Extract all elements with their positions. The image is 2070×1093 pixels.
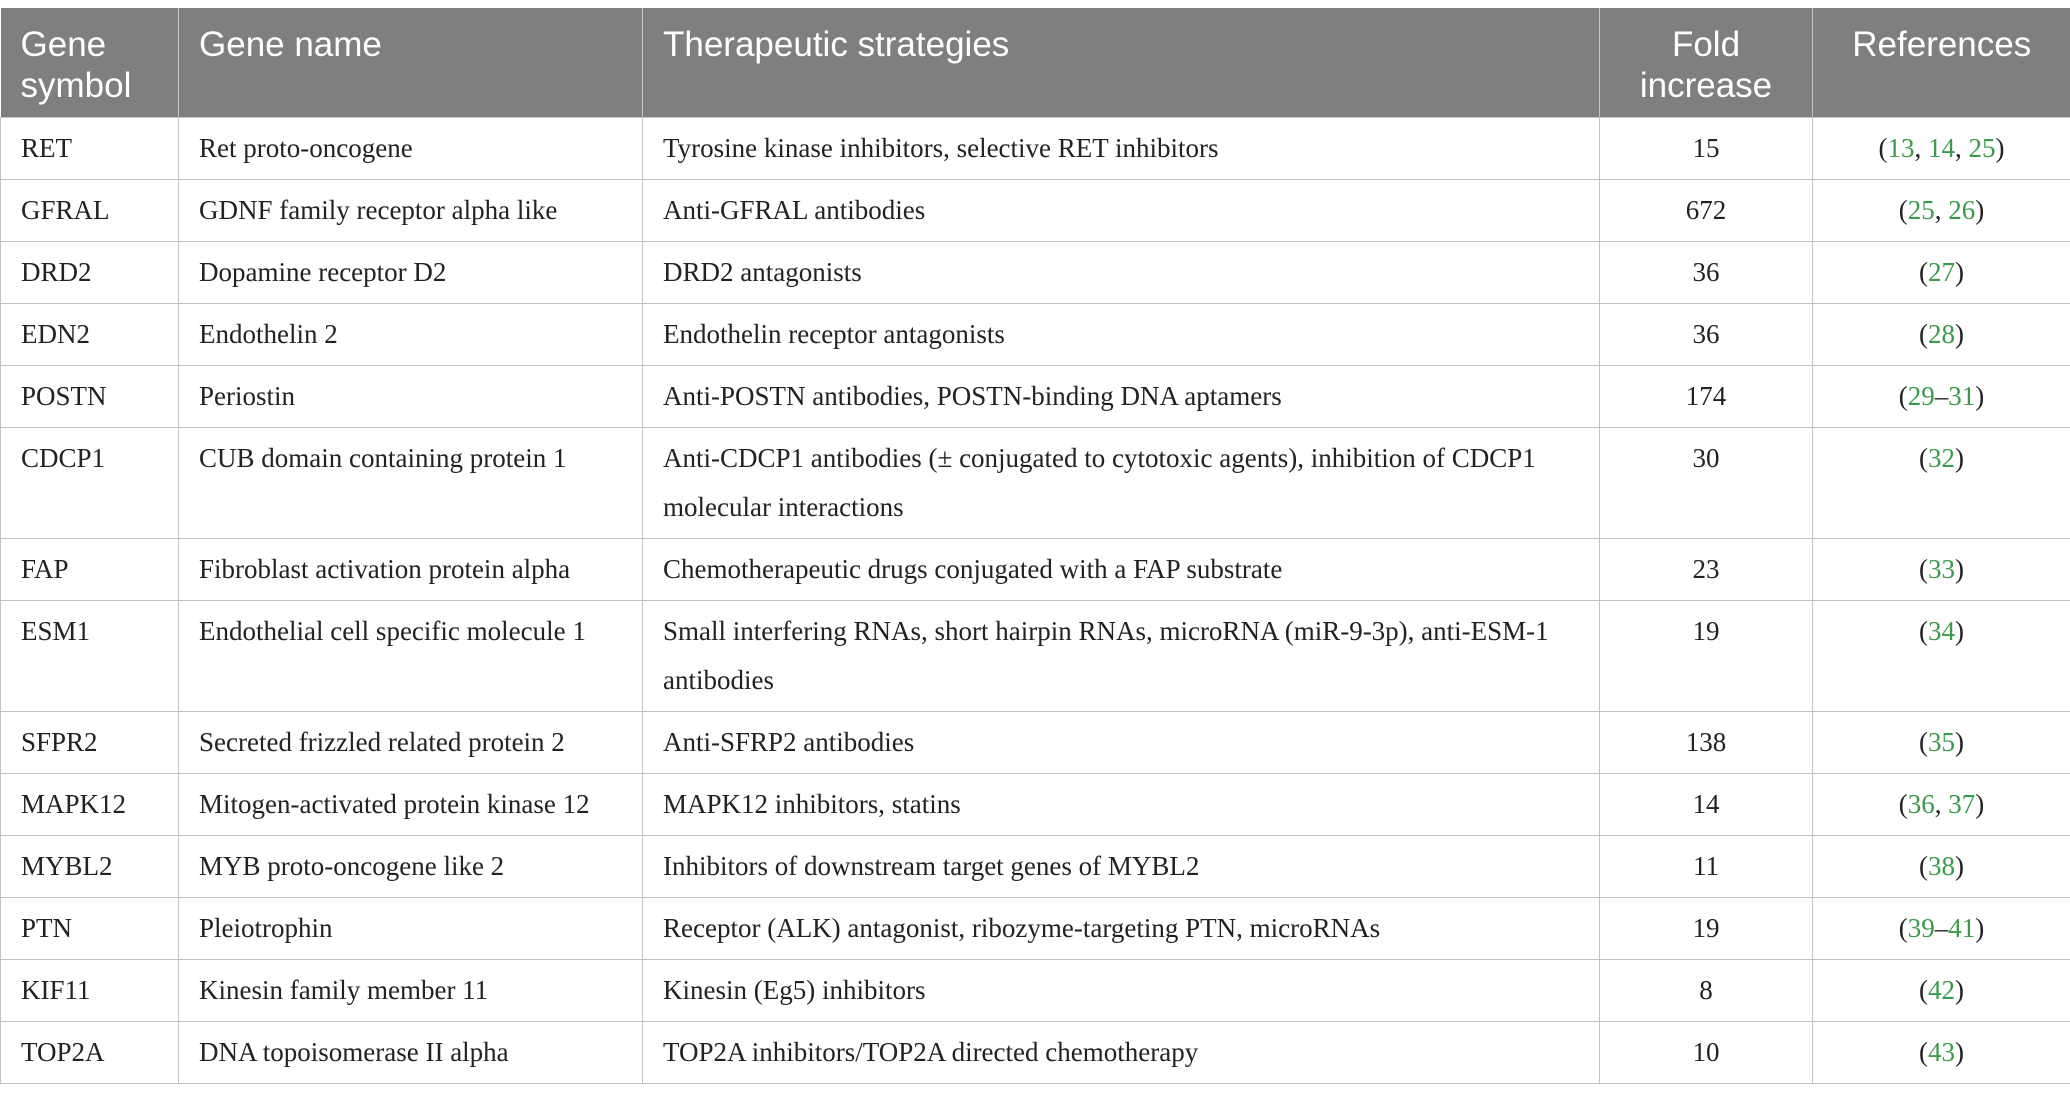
- cell-therapeutic-strategy: Small interfering RNAs, short hairpin RNAs, microRNA (miR-9-3p), anti-ESM-1 antibodies: [643, 601, 1600, 712]
- ref-paren-open: (: [1919, 616, 1928, 646]
- reference-link[interactable]: 35: [1928, 727, 1955, 757]
- cell-fold-increase: 174: [1600, 366, 1813, 428]
- reference-link[interactable]: 27: [1928, 257, 1955, 287]
- cell-gene-name: Endothelin 2: [179, 304, 643, 366]
- cell-fold-increase: 672: [1600, 180, 1813, 242]
- cell-gene-name: GDNF family receptor alpha like: [179, 180, 643, 242]
- ref-paren-close: ): [1955, 616, 1964, 646]
- cell-references: [1813, 712, 2070, 774]
- cell-gene-symbol: SFPR2: [1, 712, 179, 774]
- reference-link[interactable]: 14: [1928, 133, 1955, 163]
- ref-paren-close: ): [1955, 975, 1964, 1005]
- cell-gene-symbol: CDCP1: [1, 428, 179, 539]
- ref-paren-close: ): [1955, 727, 1964, 757]
- table-body: [1, 118, 2070, 1084]
- reference-link[interactable]: 39: [1907, 913, 1935, 943]
- cell-therapeutic-strategy: MAPK12 inhibitors, statins: [643, 774, 1600, 836]
- ref-paren-open: (: [1919, 554, 1928, 584]
- ref-separator: ,: [1914, 133, 1928, 163]
- cell-references: [1813, 960, 2070, 1022]
- table-row: [1, 1022, 2070, 1084]
- ref-paren-open: (: [1919, 727, 1928, 757]
- cell-therapeutic-strategy: Chemotherapeutic drugs conjugated with a FAP substrate: [643, 539, 1600, 601]
- cell-references: [1813, 304, 2070, 366]
- ref-paren-close: ): [1975, 381, 1985, 411]
- ref-paren-close: ): [1955, 319, 1964, 349]
- ref-paren-open: (: [1919, 1037, 1928, 1067]
- cell-references: [1813, 601, 2070, 712]
- cell-gene-symbol: MYBL2: [1, 836, 179, 898]
- reference-link[interactable]: 37: [1948, 789, 1976, 819]
- cell-therapeutic-strategy: Inhibitors of downstream target genes of MYBL2: [643, 836, 1600, 898]
- cell-therapeutic-strategy: Anti-CDCP1 antibodies (± conjugated to cytotoxic agents), inhibition of CDCP1 molecular interactions: [643, 428, 1600, 539]
- cell-fold-increase: 11: [1600, 836, 1813, 898]
- cell-fold-increase: 30: [1600, 428, 1813, 539]
- ref-paren-open: (: [1919, 319, 1928, 349]
- table-row: [1, 304, 2070, 366]
- header-gene-symbol: Gene symbol: [1, 8, 179, 118]
- header-references: References: [1813, 8, 2070, 118]
- cell-gene-symbol: EDN2: [1, 304, 179, 366]
- reference-link[interactable]: 31: [1948, 381, 1976, 411]
- reference-link[interactable]: 43: [1928, 1037, 1955, 1067]
- ref-separator: ,: [1934, 195, 1949, 225]
- ref-paren-open: (: [1898, 913, 1908, 943]
- reference-link[interactable]: 28: [1928, 319, 1955, 349]
- table-row: [1, 366, 2070, 428]
- cell-gene-symbol: FAP: [1, 539, 179, 601]
- cell-gene-name: Fibroblast activation protein alpha: [179, 539, 643, 601]
- header-gene-name: Gene name: [179, 8, 643, 118]
- cell-therapeutic-strategy: Anti-GFRAL antibodies: [643, 180, 1600, 242]
- reference-link[interactable]: 38: [1928, 851, 1955, 881]
- ref-paren-open: (: [1919, 257, 1928, 287]
- header-fold-increase: Fold increase: [1600, 8, 1813, 118]
- reference-link[interactable]: 34: [1928, 616, 1955, 646]
- cell-references: [1813, 1022, 2070, 1084]
- cell-therapeutic-strategy: Anti-SFRP2 antibodies: [643, 712, 1600, 774]
- table-row: [1, 428, 2070, 539]
- ref-paren-close: ): [1975, 195, 1985, 225]
- ref-paren-close: ): [1955, 554, 1964, 584]
- cell-therapeutic-strategy: Kinesin (Eg5) inhibitors: [643, 960, 1600, 1022]
- ref-paren-close: ): [1955, 443, 1964, 473]
- header-therapeutic-strategies: Therapeutic strategies: [643, 8, 1600, 118]
- cell-gene-name: CUB domain containing protein 1: [179, 428, 643, 539]
- cell-fold-increase: 23: [1600, 539, 1813, 601]
- table-row: [1, 539, 2070, 601]
- ref-separator: ,: [1934, 789, 1949, 819]
- table-header: [1, 8, 2070, 118]
- cell-references: [1813, 539, 2070, 601]
- table-row: [1, 601, 2070, 712]
- cell-gene-name: Dopamine receptor D2: [179, 242, 643, 304]
- reference-link[interactable]: 25: [1968, 133, 1996, 163]
- ref-separator: ,: [1955, 133, 1969, 163]
- cell-references: [1813, 180, 2070, 242]
- ref-paren-open: (: [1878, 133, 1888, 163]
- cell-gene-name: Periostin: [179, 366, 643, 428]
- ref-paren-close: ): [1975, 789, 1985, 819]
- cell-gene-name: Endothelial cell specific molecule 1: [179, 601, 643, 712]
- cell-fold-increase: 36: [1600, 242, 1813, 304]
- cell-gene-name: MYB proto-oncogene like 2: [179, 836, 643, 898]
- cell-references: [1813, 242, 2070, 304]
- cell-fold-increase: 8: [1600, 960, 1813, 1022]
- ref-paren-close: ): [1975, 913, 1985, 943]
- cell-therapeutic-strategy: TOP2A inhibitors/TOP2A directed chemotherapy: [643, 1022, 1600, 1084]
- cell-fold-increase: 14: [1600, 774, 1813, 836]
- reference-link[interactable]: 32: [1928, 443, 1955, 473]
- cell-references: [1813, 774, 2070, 836]
- cell-gene-symbol: GFRAL: [1, 180, 179, 242]
- cell-references: [1813, 366, 2070, 428]
- cell-fold-increase: 138: [1600, 712, 1813, 774]
- gene-therapy-table: [0, 8, 2070, 1084]
- cell-gene-symbol: KIF11: [1, 960, 179, 1022]
- cell-references: [1813, 118, 2070, 180]
- ref-paren-close: ): [1955, 1037, 1964, 1067]
- cell-therapeutic-strategy: Tyrosine kinase inhibitors, selective RET inhibitors: [643, 118, 1600, 180]
- table-row: [1, 836, 2070, 898]
- cell-gene-symbol: PTN: [1, 898, 179, 960]
- ref-paren-open: (: [1898, 381, 1908, 411]
- cell-gene-name: Pleiotrophin: [179, 898, 643, 960]
- table-row: [1, 774, 2070, 836]
- cell-fold-increase: 36: [1600, 304, 1813, 366]
- reference-link[interactable]: 13: [1887, 133, 1915, 163]
- table-row: [1, 118, 2070, 180]
- ref-paren-close: ): [1955, 851, 1964, 881]
- cell-therapeutic-strategy: Anti-POSTN antibodies, POSTN-binding DNA aptamers: [643, 366, 1600, 428]
- cell-gene-name: Ret proto-oncogene: [179, 118, 643, 180]
- cell-references: [1813, 898, 2070, 960]
- reference-link[interactable]: 26: [1948, 195, 1976, 225]
- cell-references: [1813, 428, 2070, 539]
- cell-references: [1813, 836, 2070, 898]
- table-row: [1, 712, 2070, 774]
- cell-gene-name: Mitogen-activated protein kinase 12: [179, 774, 643, 836]
- cell-gene-name: Kinesin family member 11: [179, 960, 643, 1022]
- cell-gene-symbol: ESM1: [1, 601, 179, 712]
- ref-separator: –: [1934, 381, 1949, 411]
- reference-link[interactable]: 25: [1907, 195, 1935, 225]
- table-row: [1, 898, 2070, 960]
- ref-paren-open: (: [1919, 851, 1928, 881]
- ref-paren-open: (: [1898, 789, 1908, 819]
- cell-fold-increase: 10: [1600, 1022, 1813, 1084]
- ref-paren-close: ): [1995, 133, 2005, 163]
- cell-therapeutic-strategy: Endothelin receptor antagonists: [643, 304, 1600, 366]
- cell-gene-symbol: RET: [1, 118, 179, 180]
- cell-gene-name: DNA topoisomerase II alpha: [179, 1022, 643, 1084]
- ref-paren-open: (: [1919, 443, 1928, 473]
- reference-link[interactable]: 36: [1907, 789, 1935, 819]
- cell-gene-symbol: POSTN: [1, 366, 179, 428]
- cell-therapeutic-strategy: Receptor (ALK) antagonist, ribozyme-targeting PTN, microRNAs: [643, 898, 1600, 960]
- cell-gene-name: Secreted frizzled related protein 2: [179, 712, 643, 774]
- table-row: [1, 960, 2070, 1022]
- ref-paren-open: (: [1919, 975, 1928, 1005]
- reference-link[interactable]: 42: [1928, 975, 1955, 1005]
- ref-paren-close: ): [1955, 257, 1964, 287]
- cell-gene-symbol: MAPK12: [1, 774, 179, 836]
- table-row: [1, 242, 2070, 304]
- reference-link[interactable]: 41: [1948, 913, 1976, 943]
- ref-separator: –: [1934, 913, 1949, 943]
- cell-gene-symbol: TOP2A: [1, 1022, 179, 1084]
- cell-gene-symbol: DRD2: [1, 242, 179, 304]
- reference-link[interactable]: 29: [1907, 381, 1935, 411]
- cell-fold-increase: 19: [1600, 898, 1813, 960]
- table-row: [1, 180, 2070, 242]
- ref-paren-open: (: [1898, 195, 1908, 225]
- reference-link[interactable]: 33: [1928, 554, 1955, 584]
- header-row: [1, 8, 2070, 118]
- cell-fold-increase: 19: [1600, 601, 1813, 712]
- cell-therapeutic-strategy: DRD2 antagonists: [643, 242, 1600, 304]
- cell-fold-increase: 15: [1600, 118, 1813, 180]
